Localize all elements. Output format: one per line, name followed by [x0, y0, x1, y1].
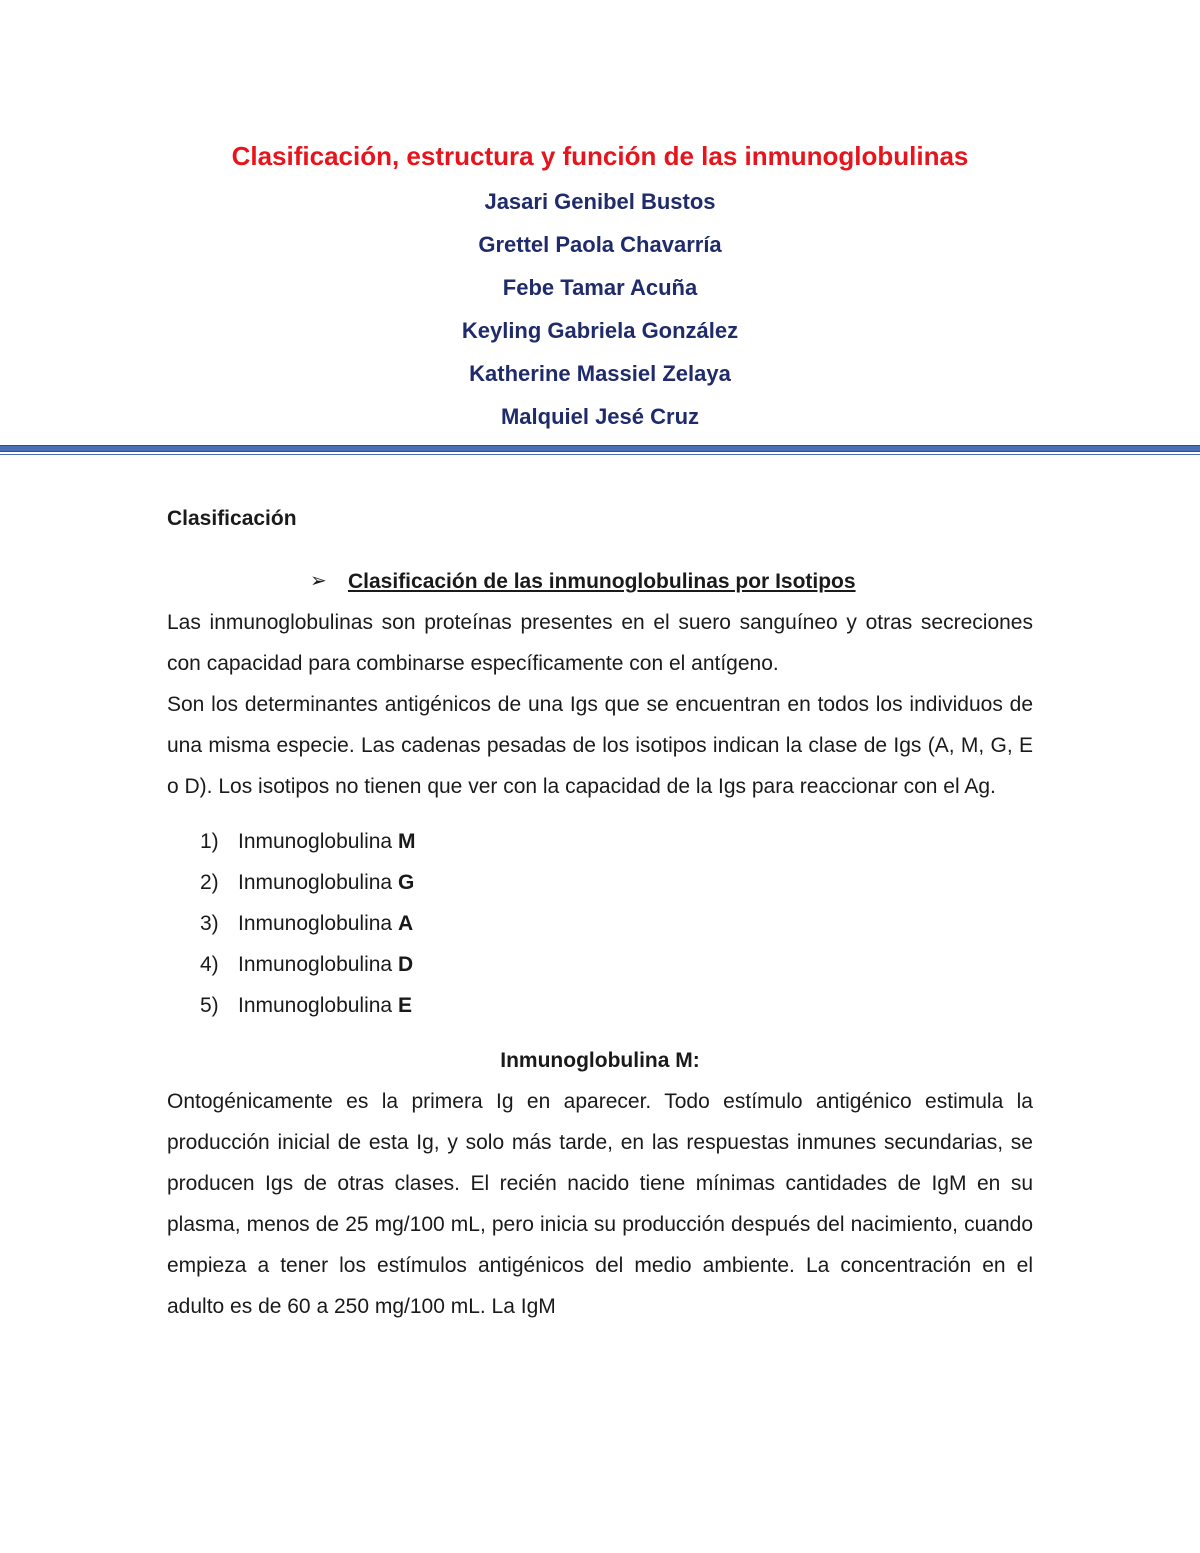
list-number: 5): [200, 994, 219, 1017]
section-heading: Clasificación: [167, 507, 297, 530]
author-name: Jasari Genibel Bustos: [484, 189, 716, 214]
list-item: [167, 985, 1033, 1026]
divider-thick-line: [0, 445, 1200, 452]
list-item: [167, 903, 1033, 944]
paragraph: Las inmunoglobulinas son proteínas presentes en el suero sanguíneo y otras secreciones con capacidad para combinarse específicamente con el antígeno.: [167, 611, 1033, 675]
author-name: Keyling Gabriela González: [461, 318, 739, 343]
igm-heading: Inmunoglobulina M:: [500, 1049, 700, 1072]
arrow-bullet-icon: ➢: [310, 570, 327, 592]
list-number: 4): [200, 953, 219, 976]
paragraph: Ontogénicamente es la primera Ig en aparecer. Todo estímulo antigénico estimula la producción inicial de esta Ig, y solo más tarde, en las respuestas inmunes secundarias, se producen Igs de otras clases. El recién nacido tiene mínimas cantidades de IgM en su plasma, menos de 25 mg/100 mL, pero inicia su producción después del nacimiento, cuando empieza a tener los estímulos antigénicos del medio ambiente. La concentración en el adulto es de 60 a 250 mg/100 mL. La IgM: [167, 1090, 1033, 1318]
list-letter: G: [397, 871, 415, 894]
list-letter: D: [397, 953, 414, 976]
subheading-text: Clasificación de las inmunoglobulinas por Isotipos: [348, 570, 856, 593]
list-number: 2): [200, 871, 219, 894]
list-letter: E: [397, 994, 412, 1017]
document-body: [167, 498, 1033, 1327]
list-item: [167, 821, 1033, 862]
subheading: [167, 561, 1033, 602]
list-label-text: Inmunoglobulina: [238, 830, 398, 853]
list-label: [238, 944, 413, 985]
author-name: Katherine Massiel Zelaya: [469, 361, 731, 386]
author-name: Malquiel Jesé Cruz: [500, 404, 700, 429]
divider-thin-line: [0, 454, 1200, 455]
list-label: [238, 821, 415, 862]
list-number: 3): [200, 912, 219, 935]
list-label: [238, 903, 413, 944]
list-label: [238, 985, 412, 1026]
list-label-text: Inmunoglobulina: [238, 871, 398, 894]
list-item: [167, 944, 1033, 985]
horizontal-divider: [0, 445, 1200, 457]
author-name: Febe Tamar Acuña: [502, 275, 698, 300]
list-label-text: Inmunoglobulina: [238, 953, 398, 976]
list-item: [167, 862, 1033, 903]
list-number: 1): [200, 830, 219, 853]
author-name: Grettel Paola Chavarría: [478, 232, 722, 257]
list-label-text: Inmunoglobulina: [238, 912, 398, 935]
list-label-text: Inmunoglobulina: [238, 994, 398, 1017]
document-title: Clasificación, estructura y función de las inmunoglobulinas: [231, 141, 969, 171]
list-label: [238, 862, 414, 903]
list-letter: A: [397, 912, 414, 935]
isotype-list: [167, 821, 1033, 1026]
author-list: [0, 184, 1200, 442]
paragraph: Son los determinantes antigénicos de una Igs que se encuentran en todos los individuos de una misma especie. Las cadenas pesadas de los isotipos indican la clase de Igs (A, M, G, E o D). Los isotipos no tienen que ver con la capacidad de la Igs para reaccionar con el Ag.: [167, 693, 1033, 798]
list-letter: M: [397, 830, 416, 853]
